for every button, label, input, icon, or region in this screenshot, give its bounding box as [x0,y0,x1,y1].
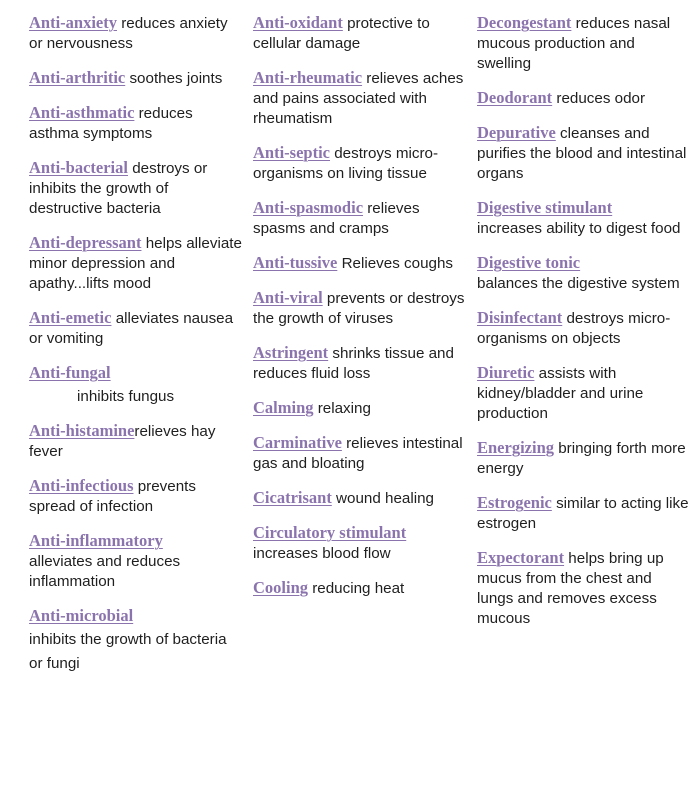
glossary-entry [29,606,244,676]
term-description: alleviates and reduces inflammation [29,553,181,590]
term-description: destroys or inhibits the growth of destructive bacteria [29,160,208,217]
term-link[interactable]: Anti-bacterial [29,158,128,177]
glossary-column-2 [253,13,468,613]
term-description: reduces nasal mucous production and swelling [477,15,671,72]
term-description: similar to acting like estrogen [477,495,689,532]
glossary-entry [29,363,244,407]
glossary-entry [29,13,244,54]
glossary-entry [29,476,244,517]
term-link[interactable]: Calming [253,398,314,417]
term-description: inhibits fungus [77,388,175,405]
glossary-entry [29,68,244,89]
glossary-entry [477,13,692,74]
glossary-entry [253,253,468,274]
term-link[interactable]: Cooling [253,578,309,597]
term-description: relaxing [313,400,371,417]
term-description: reduces odor [552,90,646,107]
glossary-entry [29,531,244,592]
term-description: Relieves coughs [337,255,454,272]
term-description: destroys micro-organisms on living tissue [253,145,439,182]
term-description: relieves intestinal gas and bloating [253,435,463,472]
glossary-entry [253,433,468,474]
term-link[interactable]: Digestive stimulant [477,198,613,217]
term-link[interactable]: Anti-asthmatic [29,103,135,122]
term-link[interactable]: Estrogenic [477,493,552,512]
glossary-entry [29,421,244,462]
term-description: soothes joints [125,70,223,87]
glossary-entry [477,548,692,629]
glossary-entry [253,523,468,564]
term-description: destroys micro-organisms on objects [477,310,671,347]
glossary-entry [29,158,244,219]
term-description: balances the digestive system [477,275,680,292]
glossary-entry [253,343,468,384]
term-description: wound healing [331,490,435,507]
term-description: prevents spread of infection [29,478,196,515]
term-link[interactable]: Deodorant [477,88,553,107]
term-description: inhibits the growth of bacteria or fungi [29,631,227,672]
term-description: increases blood flow [253,545,391,562]
glossary-entry [29,103,244,144]
term-link[interactable]: Anti-infectious [29,476,134,495]
glossary-column-3 [477,13,692,643]
glossary-entry [477,438,692,479]
glossary-column-1 [29,13,244,690]
term-description: alleviates nausea or vomiting [29,310,234,347]
term-link[interactable]: Anti-fungal [29,363,111,382]
term-link[interactable]: Energizing [477,438,554,457]
term-link[interactable]: Anti-spasmodic [253,198,364,217]
term-description: helps bring up mucus from the chest and lungs and removes excess mucous [477,550,664,627]
glossary-entry [253,13,468,54]
glossary-entry [253,288,468,329]
glossary-entry [477,123,692,184]
glossary-entry [253,68,468,129]
term-description: shrinks tissue and reduces fluid loss [253,345,454,382]
glossary-entry [253,398,468,419]
glossary-entry [29,308,244,349]
glossary-entry [477,88,692,109]
term-link[interactable]: Anti-anxiety [29,13,117,32]
term-link[interactable]: Anti-tussive [253,253,338,272]
term-link[interactable]: Anti-viral [253,288,323,307]
glossary-entry [253,488,468,509]
term-link[interactable]: Cicatrisant [253,488,332,507]
term-description: reduces anxiety or nervousness [29,15,228,52]
term-description: increases ability to digest food [477,220,681,237]
term-link[interactable]: Anti-septic [253,143,330,162]
term-description: bringing forth more energy [477,440,686,477]
glossary-entry [477,198,692,239]
term-link[interactable]: Anti-inflammatory [29,531,163,550]
glossary-entry [253,578,468,599]
term-description: assists with kidney/bladder and urine production [477,365,644,422]
glossary-entry [477,253,692,294]
term-link[interactable]: Anti-oxidant [253,13,343,32]
glossary-entry [477,308,692,349]
term-description: relieves aches and pains associated with rheumatism [253,70,464,127]
term-description: reduces asthma symptoms [29,105,193,142]
glossary-entry [253,198,468,239]
term-description: relieves hay fever [29,423,216,460]
term-link[interactable]: Disinfectant [477,308,563,327]
term-link[interactable]: Anti-microbial [29,606,134,625]
term-link[interactable]: Decongestant [477,13,572,32]
glossary-entry [29,233,244,294]
term-link[interactable]: Expectorant [477,548,565,567]
term-link[interactable]: Anti-emetic [29,308,112,327]
term-description: protective to cellular damage [253,15,430,52]
term-link[interactable]: Anti-histamine [29,421,135,440]
term-link[interactable]: Depurative [477,123,556,142]
term-description: cleanses and purifies the blood and intestinal organs [477,125,687,182]
glossary-entry [253,143,468,184]
term-link[interactable]: Circulatory stimulant [253,523,407,542]
term-description: reducing heat [308,580,405,597]
term-link[interactable]: Digestive tonic [477,253,581,272]
term-link[interactable]: Carminative [253,433,342,452]
term-description: relieves spasms and cramps [253,200,420,237]
term-link[interactable]: Anti-arthritic [29,68,126,87]
term-description: helps alleviate minor depression and apathy...lifts mood [29,235,242,292]
term-link[interactable]: Astringent [253,343,329,362]
term-description: prevents or destroys the growth of viruses [253,290,465,327]
term-link[interactable]: Anti-rheumatic [253,68,363,87]
glossary-entry [477,363,692,424]
term-link[interactable]: Anti-depressant [29,233,142,252]
term-link[interactable]: Diuretic [477,363,535,382]
glossary-entry [477,493,692,534]
